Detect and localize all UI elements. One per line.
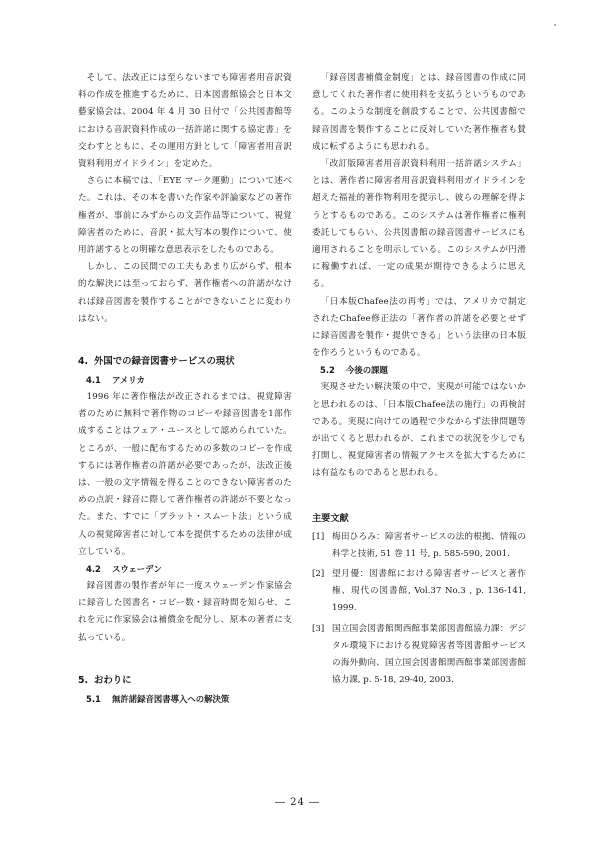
reference-text: 梅田ひろみ：障害者サービスの法的根拠、情報の科学と技術, 51 巻 11 号, p. 585-590, 2001. <box>332 531 526 559</box>
paragraph-sweden: 録音図書の製作者が年に一度スウェーデン作家協会に録音した図書名・コピー数・録音時間を知らせ、これを元に作家協会は補償金を配分し、原本の著者に支払っている。 <box>78 581 292 643</box>
reference-item <box>312 621 526 690</box>
subsection-heading-5-1 <box>86 691 292 708</box>
subsection-heading-4-2 <box>86 561 292 578</box>
references-heading: 主要文献 <box>312 512 349 524</box>
paragraph-future-issues: 実現させたい解決策の中で、実現が可能ではないかと思われるのは、「日本版Chafee法の施行」の再検討である。実現に向けての過程で少なからず法律問題等が出てくると思われるが、これまでの状況を少しでも打開し、視覚障害者の情報アクセスを拡大するためには有益なものであると思われる。 <box>312 382 526 479</box>
subsection-title: 無許諾録音図書導入への解決策 <box>112 693 230 704</box>
reference-item <box>312 566 526 618</box>
section-title: 外国での録音図書サービスの現状 <box>94 356 235 368</box>
subsection-heading-4-1 <box>86 372 292 389</box>
subsection-number: 5.1 <box>86 693 101 704</box>
subsection-title: アメリカ <box>112 375 145 386</box>
scan-speck <box>554 24 556 26</box>
paragraph-guideline: そして、法改正には至らないまでも障害者用音訳資料の作成を推進するために、日本図書館協会と日本文藝家協会は、2004 年 4 月 30 日付で「公共図書館等における音訳資料作成の一括許諾に関する協定書」を交わすとともに、その運用方針として「障害者用音訳資料利用ガイドライン」を定めた。 <box>78 73 292 170</box>
subsection-title: スウェーデン <box>112 564 162 575</box>
reference-text: 国立国会図書館関西館事業部図書館協力課：デジタル環境下における視覚障害者等図書館サービスの海外動向、国立国会図書館関西館事業部図書館協力課, p. 5-18, 29-40, 2003. <box>332 623 526 686</box>
subsection-number: 5.2 <box>320 365 335 376</box>
reference-item <box>312 529 526 563</box>
paragraph-eye-mark: さらに本稿では、「EYE マーク運動」について述べた。これは、その本を書いた作家や評論家などの著作権者が、事前にみずからの文芸作品等について、視覚障害者のために、音訳・拡大写本の製作について、使用許諾するとの明確な意思表示をしたものである。 <box>78 176 292 256</box>
section-title: おわりに <box>94 674 132 686</box>
subsection-heading-5-2 <box>320 362 526 379</box>
page-number: ― 24 ― <box>274 797 321 808</box>
section-heading-4 <box>78 353 292 370</box>
section-number: 4. <box>78 356 89 368</box>
paragraph-blanket-license: 「改訂版障害者用音訳資料利用一括許諾システム」とは、著作者に障害者用音訳資料利用ガイドラインを超えた福祉的著作物利用を提示し、彼らの理解を得ようとするものである。このシステムは著作権者に権利委託してもらい、公共図書館の録音図書サービスにも適用されることを明示している。このシステムが円滑に稼働すれば、一定の成果が期待できるように思える。 <box>312 159 526 290</box>
right-column <box>312 70 526 693</box>
reference-marker: [2] <box>312 569 325 580</box>
section-number: 5. <box>78 674 89 686</box>
reference-marker: [1] <box>312 531 325 542</box>
paragraph-limitations: しかし、この民間での工夫もあまり広がらず、根本的な解決には至っておらず、著作権者への許諾がなければ録音図書を製作することができないことに変わりはない。 <box>78 262 292 324</box>
subsection-title: 今後の課題 <box>346 365 388 376</box>
subsection-number: 4.1 <box>86 375 101 386</box>
section-heading-5 <box>78 672 292 689</box>
reference-marker: [3] <box>312 623 325 634</box>
left-column <box>78 70 292 708</box>
paragraph-compensation-system: 「録音図書補償金制度」とは、録音図書の作成に同意してくれた著作者に使用料を支払うというものである。このような制度を創設することで、公共図書館で録音図書を製作することに反対していた著作権者も賛成に転ずるようにも思われる。 <box>312 73 526 152</box>
reference-text: 望月優：図書館における障害者サービスと著作権、現代の図書館, Vol.37 No.3 , p. 136-141, 1999. <box>332 569 526 614</box>
paragraph-usa: 1996 年に著作権法が改正されるまでは、視覚障害者のために無料で著作物のコピーや録音図書を1部作成することはフェア・ユースとして認められていた。ところが、一般に配布するための多数のコピーを作成するには著作権者の許諾が必要であったが、法改正後は、一般の文字情報を得ることのできない障害者のための点訳・録音に際して著作権者の許諾が不要となった。また、すでに「プラット・スムート法」という成人の視覚障害者に対して本を提供するための法律が成立している。 <box>78 392 292 557</box>
subsection-number: 4.2 <box>86 564 101 575</box>
paragraph-chafee: 「日本版Chafee法の再考」では、アメリカで制定されたChafee修正法の「著作者の許諾を必要とせずに録音図書を製作・提供できる」という法律の日本版を作ろうというものである。 <box>312 296 526 359</box>
